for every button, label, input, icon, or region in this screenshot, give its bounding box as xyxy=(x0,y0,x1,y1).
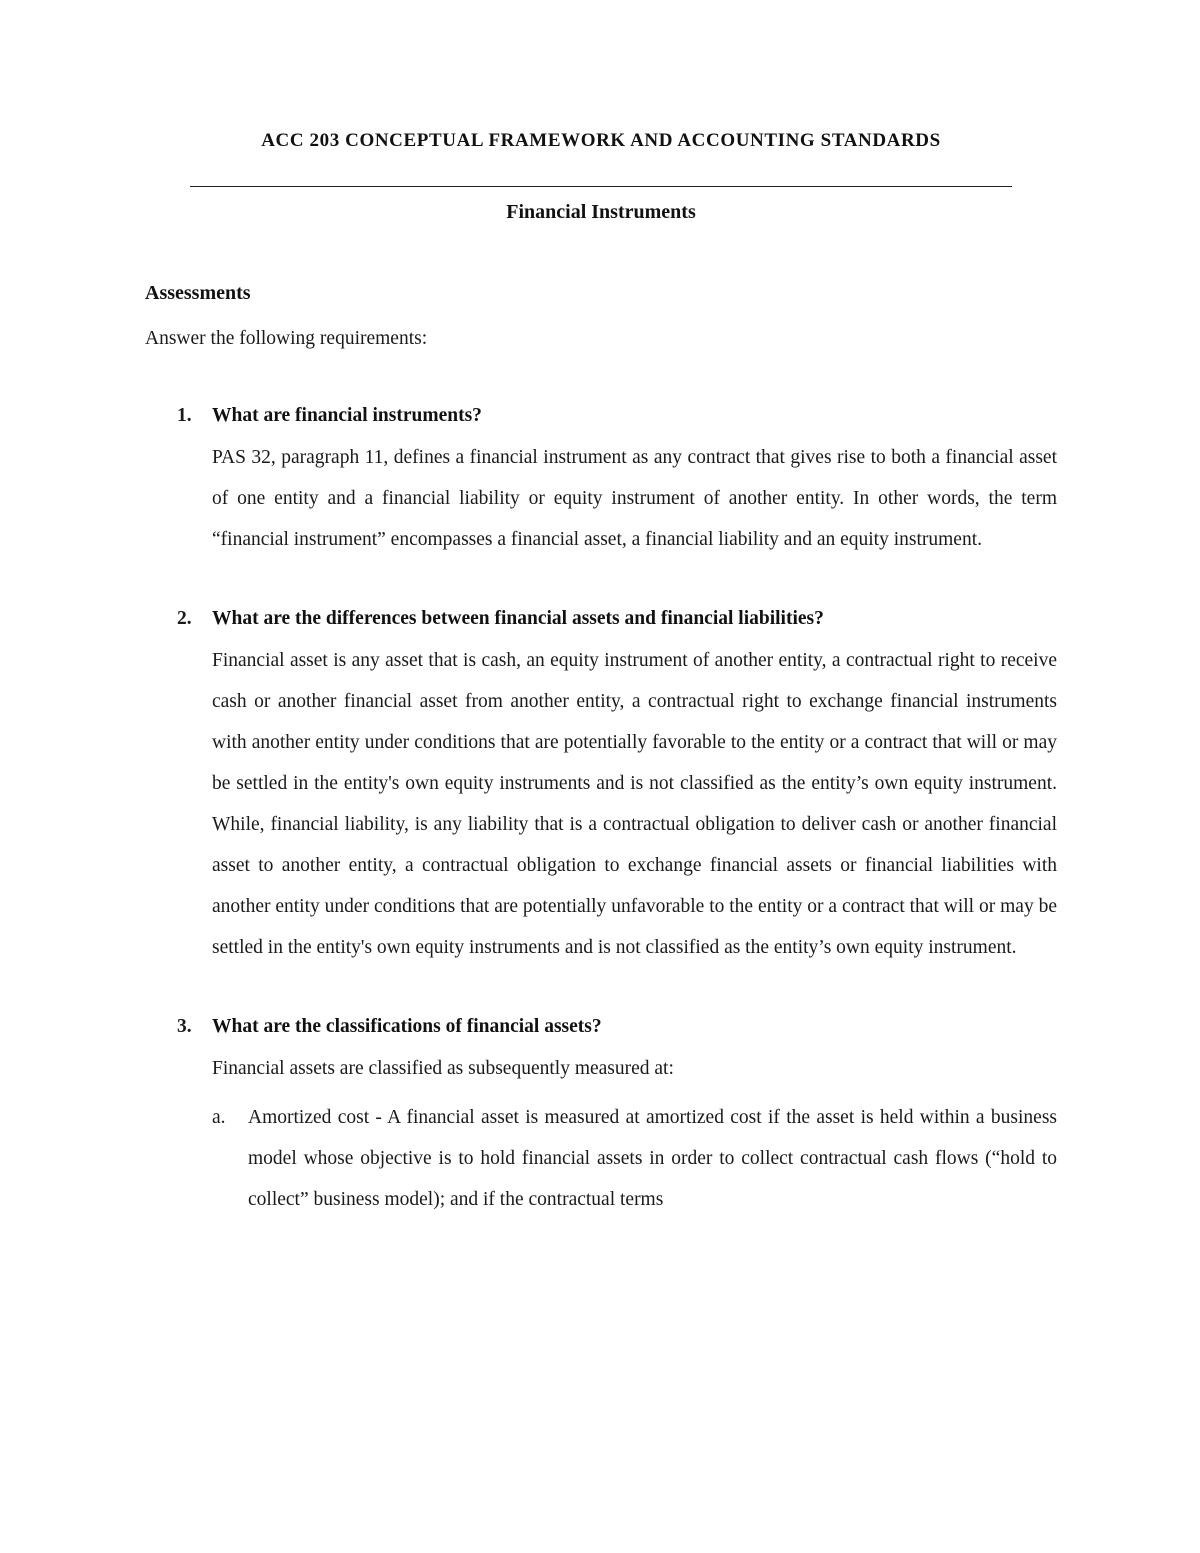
question-answer: Financial asset is any asset that is cash, an equity instrument of another entity, a contractual right to receive cash or another financial asset from another entity, a contractual right to exchange financial instruments with another entity under conditions that are potentially favorable to the entity or a contract that will or may be settled in the entity's own equity instruments and is not classified as the entity’s own equity instrument. While, financial liability, is any liability that is a contractual obligation to deliver cash or another financial asset to another entity, a contractual obligation to exchange financial assets or financial liabilities with another entity under conditions that are potentially unfavorable to the entity or a contract that will or may be settled in the entity's own equity instruments and is not classified as the entity’s own equity instrument. xyxy=(212,650,1057,958)
question-body xyxy=(212,604,1057,968)
question-item-1 xyxy=(177,401,1057,560)
page-title: Financial Instruments xyxy=(506,201,696,223)
intro-text: Answer the following requirements: xyxy=(145,328,428,349)
question-number: 1. xyxy=(177,405,192,426)
section-heading-assessments: Assessments xyxy=(145,282,251,304)
question-answer: PAS 32, paragraph 11, defines a financial instrument as any contract that gives rise to both a financial asset of one entity and a financial liability or equity instrument of another entity. In other words, the term “financial instrument” encompasses a financial asset, a financial liability and an equity instrument. xyxy=(212,447,1057,550)
question-item-2 xyxy=(177,604,1057,968)
question-answer: Financial assets are classified as subsequently measured at: xyxy=(212,1058,674,1079)
course-header: ACC 203 CONCEPTUAL FRAMEWORK AND ACCOUNTING STANDARDS xyxy=(261,130,941,151)
question-item-3 xyxy=(177,1012,1057,1220)
question-title: What are the classifications of financial assets? xyxy=(212,1016,602,1037)
question-title: What are financial instruments? xyxy=(212,405,482,426)
header-divider xyxy=(190,186,1012,187)
subitem-letter: a. xyxy=(212,1107,226,1128)
question-body xyxy=(212,401,1057,560)
question-subitem-a xyxy=(212,1097,1057,1220)
question-body xyxy=(212,1012,1057,1220)
question-title: What are the differences between financial assets and financial liabilities? xyxy=(212,608,824,629)
question-number: 3. xyxy=(177,1016,192,1037)
subitem-text: Amortized cost - A financial asset is measured at amortized cost if the asset is held within a business model whose objective is to hold financial assets in order to collect contractual cash flows (“hold to collect” business model); and if the contractual terms xyxy=(248,1107,1057,1210)
question-number: 2. xyxy=(177,608,192,629)
